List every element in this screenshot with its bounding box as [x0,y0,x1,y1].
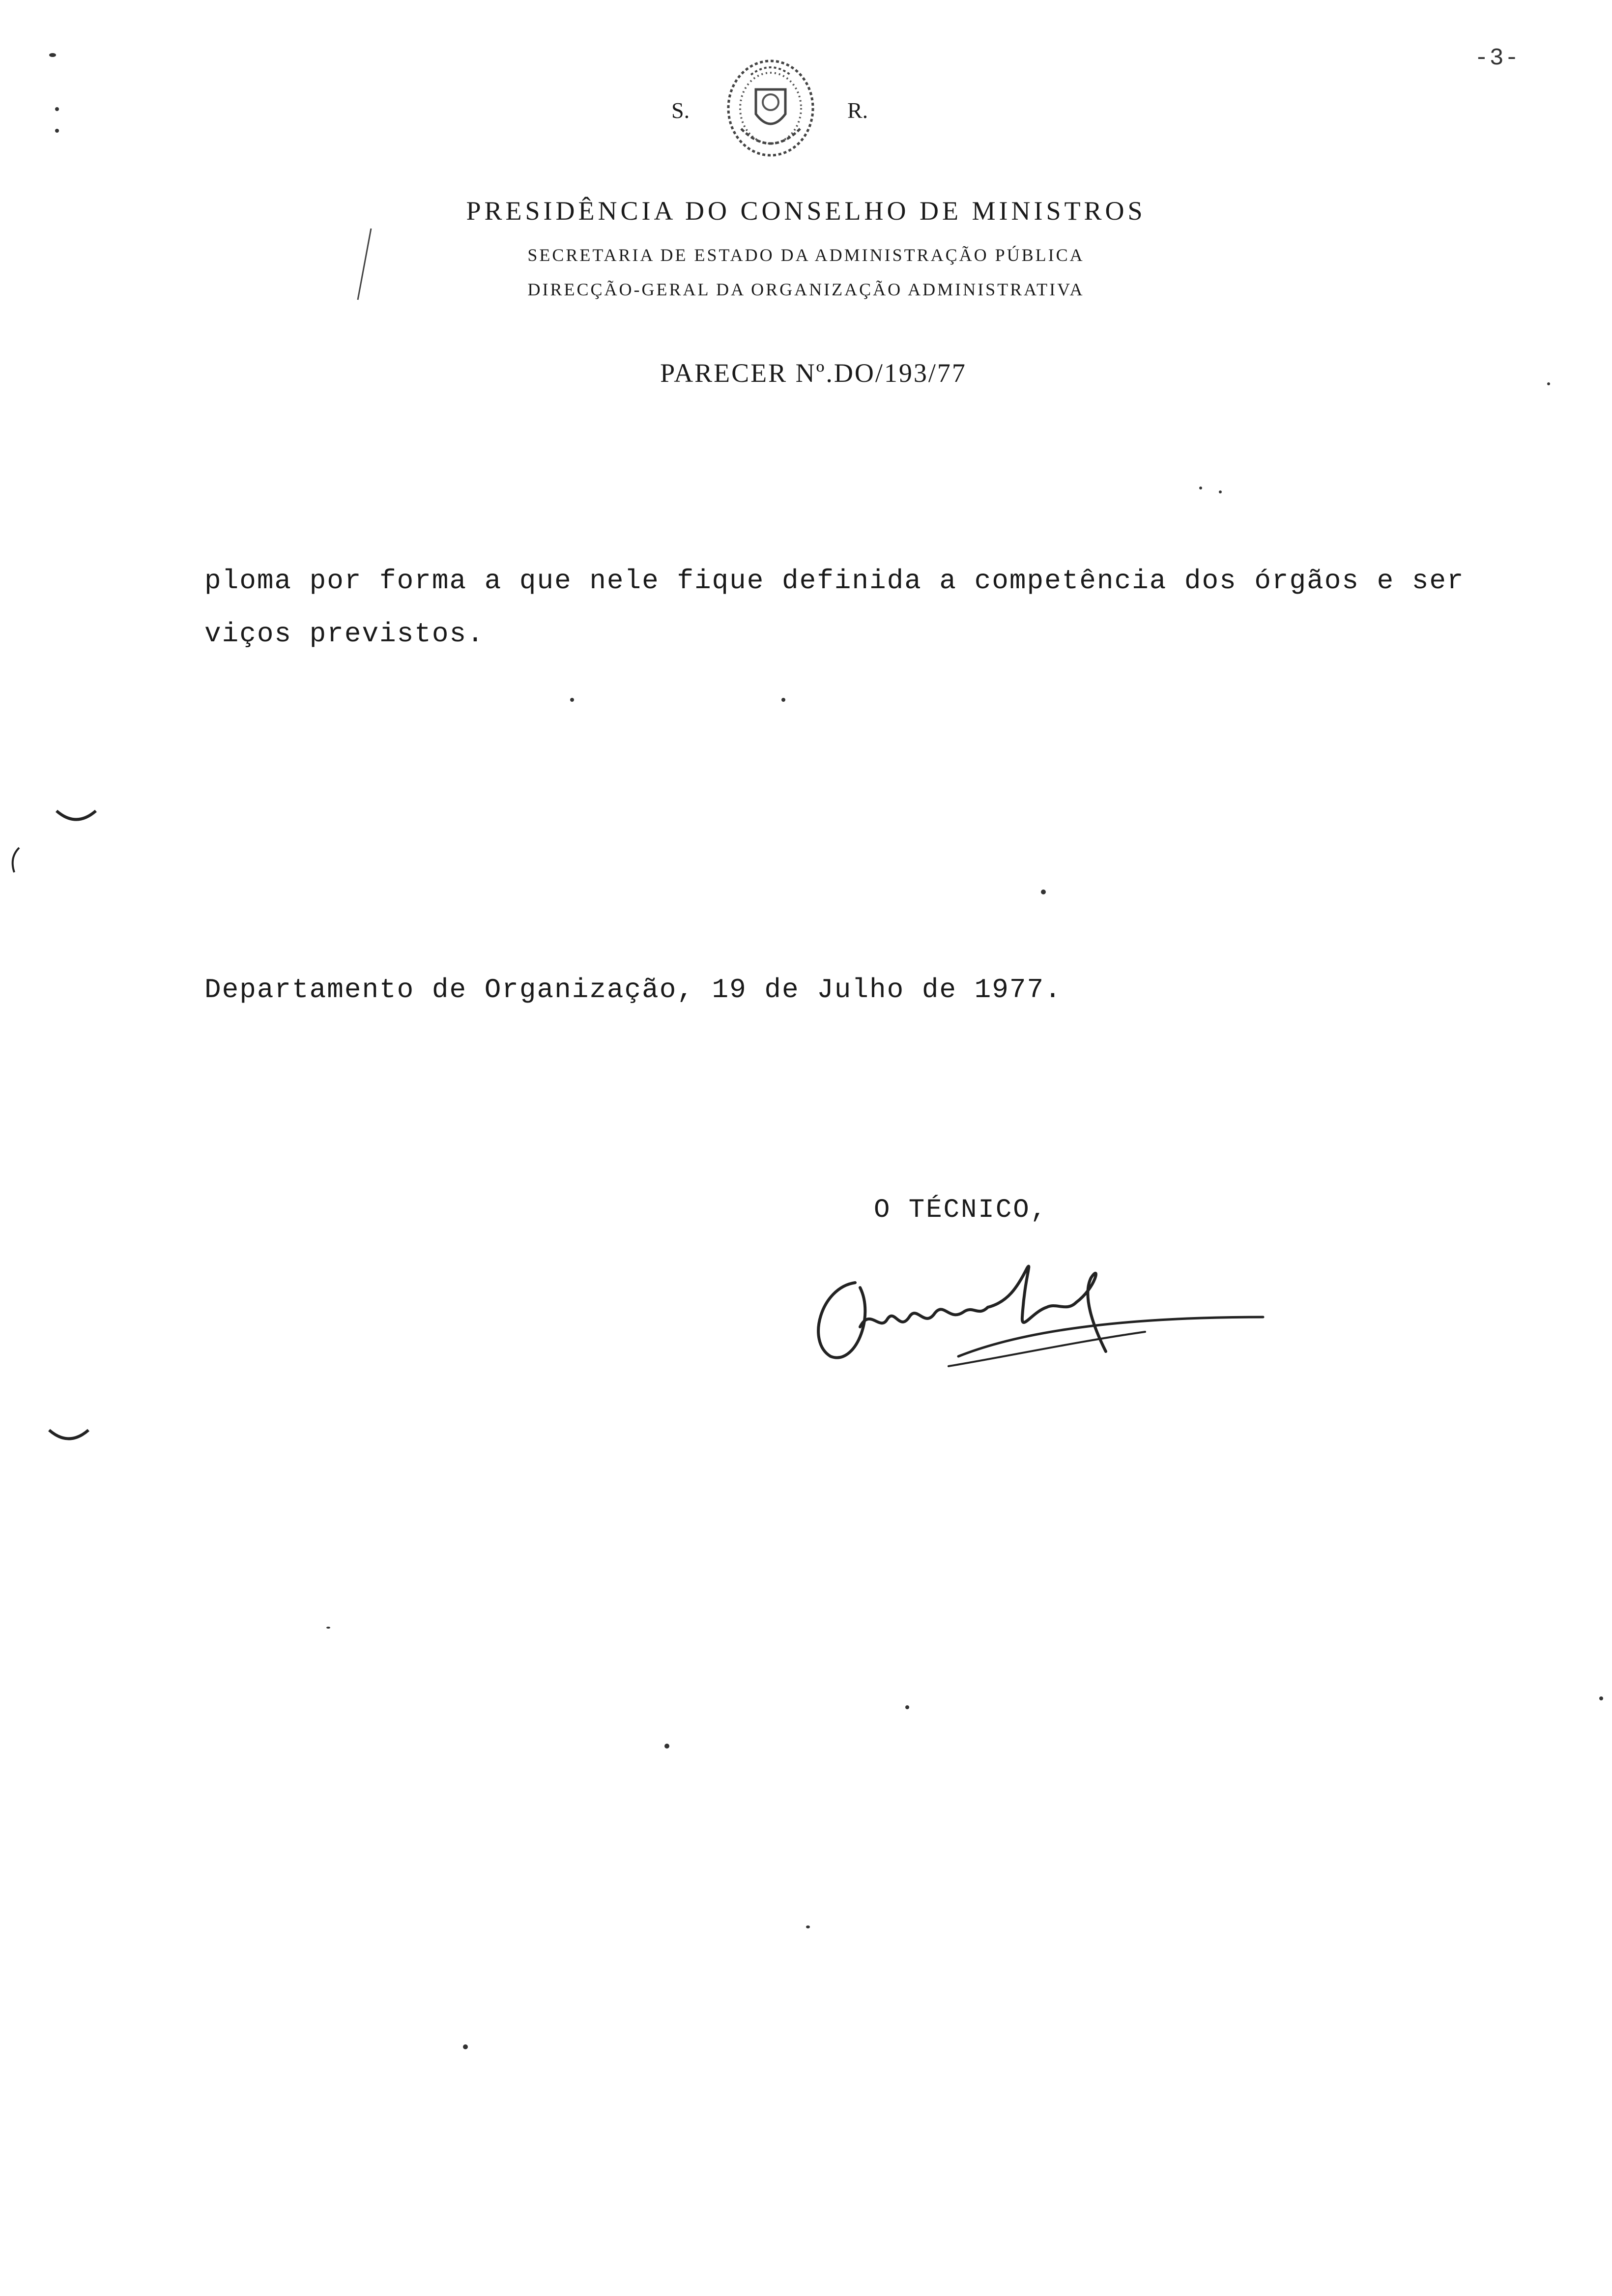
scan-speck [326,1627,330,1629]
scan-speck [1599,1696,1603,1700]
scan-speck [49,53,56,57]
scan-speck [905,1705,909,1709]
body-line-1: ploma por forma a que nele fique definida a competência dos órgãos e ser [204,565,1465,597]
handwritten-signature [801,1258,1273,1386]
scan-speck [55,107,59,111]
ministry-heading: PRESIDÊNCIA DO CONSELHO DE MINISTROS [466,196,1146,226]
signer-title: O TÉCNICO, [874,1195,1048,1225]
scan-bracket-mark [54,806,98,833]
scan-speck [55,129,59,133]
directorate-heading: DIRECÇÃO-GERAL DA ORGANIZAÇÃO ADMINISTRATIVA [527,280,1085,299]
scan-speck [1547,382,1550,385]
coat-of-arms-seal-icon [721,55,820,163]
scan-speck [1219,490,1222,493]
scan-margin-line [354,226,374,307]
scan-bracket-mark [47,1425,91,1452]
secretariat-heading: SECRETARIA DE ESTADO DA ADMINISTRAÇÃO PÚBLICA [527,245,1085,265]
place-date-line: Departamento de Organização, 19 de Julho de 1977. [204,974,1062,1005]
scan-speck [463,2044,468,2049]
scan-speck [781,698,785,702]
page-number: -3- [1474,45,1520,72]
scan-speck [806,1925,810,1928]
scan-bracket-mark [7,845,22,877]
seal-right-letter: R. [847,98,868,123]
scan-speck [1041,890,1046,894]
body-line-2: viços previstos. [204,618,485,650]
seal-left-letter: S. [671,98,690,123]
scan-speck [1199,487,1202,489]
scan-speck [664,1744,669,1749]
scan-speck [570,698,574,702]
parecer-number: PARECER Nº.DO/193/77 [660,358,967,388]
